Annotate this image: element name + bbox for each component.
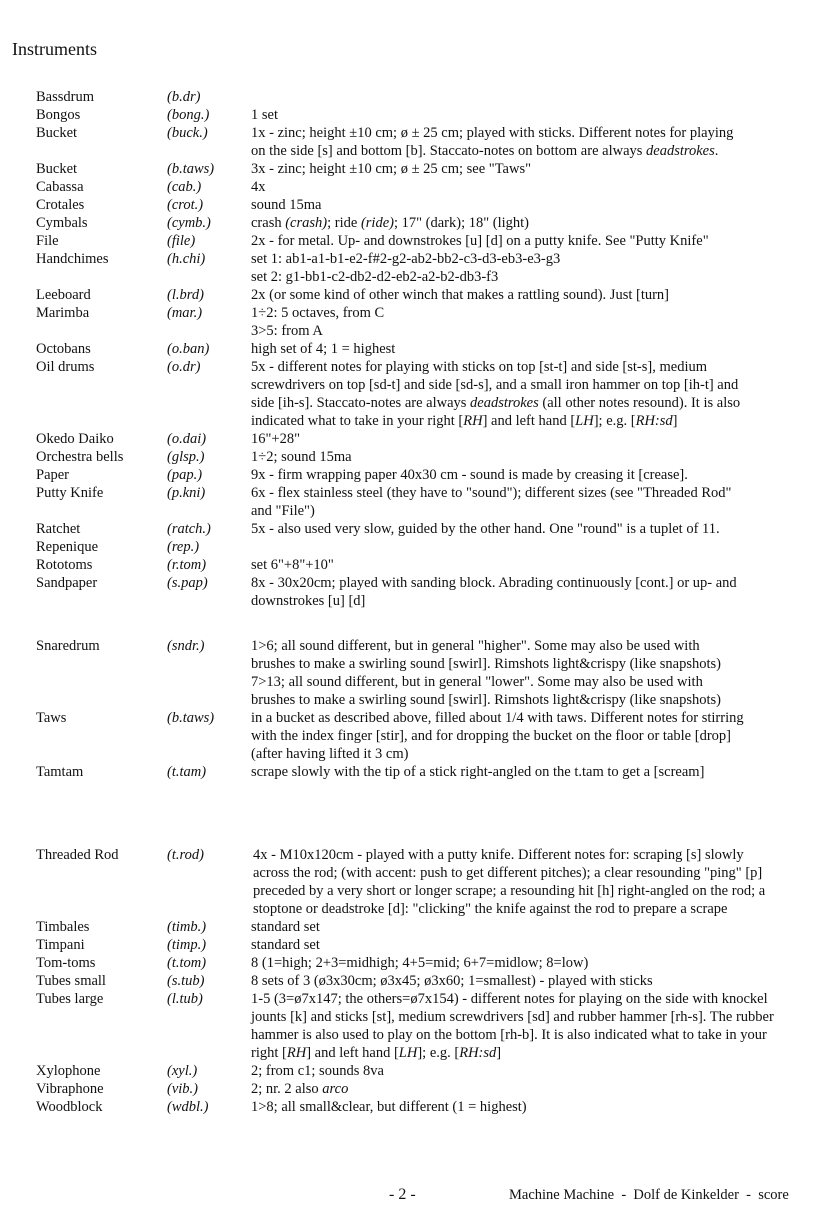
description-line: jounts [k] and sticks [st], medium screwdrivers [sd] and rubber hammer [rh-s]. The rubber xyxy=(251,1009,774,1025)
instrument-name: File xyxy=(36,233,59,249)
description-line: set 2: g1-bb1-c2-db2-d2-eb2-a2-b2-db3-f3 xyxy=(251,269,499,285)
description-line: with the index finger [stir], and for dropping the bucket on the floor or table [drop] xyxy=(251,728,731,744)
instrument-name: Timbales xyxy=(36,919,90,935)
description-line: 1>8; all small&clear, but different (1 = highest) xyxy=(251,1099,527,1115)
instrument-abbreviation: (l.brd) xyxy=(167,287,204,303)
instrument-abbreviation: (h.chi) xyxy=(167,251,206,267)
description-line: 5x - different notes for playing with sticks on top [st-t] and side [st-s], medium xyxy=(251,359,707,375)
description-line: side [ih-s]. Staccato-notes are always deadstrokes (all other notes resound). It is also xyxy=(251,395,741,411)
description-line: 2; nr. 2 also arco xyxy=(251,1081,349,1097)
instrument-abbreviation: (t.tom) xyxy=(167,955,207,971)
description-line: set 6"+8"+10" xyxy=(251,557,334,573)
instrument-abbreviation: (rep.) xyxy=(167,539,200,555)
description-line: 3x - zinc; height ±10 cm; ø ± 25 cm; see "Taws" xyxy=(251,161,532,177)
instrument-abbreviation: (r.tom) xyxy=(167,557,207,573)
description-line: 2x - for metal. Up- and downstrokes [u] [d] on a putty knife. See "Putty Knife" xyxy=(251,233,709,249)
description-line: 1x - zinc; height ±10 cm; ø ± 25 cm; played with sticks. Different notes for playing xyxy=(251,125,734,141)
instrument-description xyxy=(251,918,816,936)
instrument-abbreviation: (b.taws) xyxy=(167,161,215,177)
instrument-description xyxy=(251,990,816,1062)
description-line: 8x - 30x20cm; played with sanding block. Abrading continuously [cont.] or up- and xyxy=(251,575,737,591)
page-number: - 2 - xyxy=(389,1186,416,1203)
instrument-abbreviation: (t.rod) xyxy=(167,847,204,863)
description-line: 7>13; all sound different, but in general "lower". Some may also be used with xyxy=(251,674,703,690)
instrument-description xyxy=(251,1062,816,1080)
instrument-description xyxy=(251,196,816,214)
description-line: set 1: ab1-a1-b1-e2-f#2-g2-ab2-bb2-c3-d3-eb3-e3-g3 xyxy=(251,251,561,267)
instrument-name: Repenique xyxy=(36,539,99,555)
instrument-description xyxy=(251,430,816,448)
description-line: 1>6; all sound different, but in general "higher". Some may also be used with xyxy=(251,638,700,654)
instrument-description xyxy=(251,954,816,972)
description-line: (after having lifted it 3 cm) xyxy=(251,746,409,762)
description-line: 1 set xyxy=(251,107,278,123)
description-line: 2x (or some kind of other winch that makes a rattling sound). Just [turn] xyxy=(251,287,670,303)
instrument-name: Octobans xyxy=(36,341,91,357)
description-line: 8 (1=high; 2+3=midhigh; 4+5=mid; 6+7=midlow; 8=low) xyxy=(251,955,589,971)
description-line: in a bucket as described above, filled about 1/4 with taws. Different notes for stirring xyxy=(251,710,744,726)
instrument-description xyxy=(251,304,816,340)
instrument-description xyxy=(251,936,816,954)
description-line: 1÷2: 5 octaves, from C xyxy=(251,305,385,321)
instrument-name: Taws xyxy=(36,710,67,726)
instrument-name: Leeboard xyxy=(36,287,91,303)
instrument-name: Threaded Rod xyxy=(36,847,119,863)
instrument-abbreviation: (b.dr) xyxy=(167,89,201,105)
instrument-abbreviation: (o.dr) xyxy=(167,359,201,375)
instrument-abbreviation: (s.tub) xyxy=(167,973,205,989)
instrument-abbreviation: (o.dai) xyxy=(167,431,207,447)
instrument-description xyxy=(251,358,816,430)
description-line: downstrokes [u] [d] xyxy=(251,593,366,609)
instrument-abbreviation: (file) xyxy=(167,233,196,249)
description-line: high set of 4; 1 = highest xyxy=(251,341,396,357)
description-line: 3>5: from A xyxy=(251,323,323,339)
instrument-name: Cymbals xyxy=(36,215,88,231)
instrument-name: Bongos xyxy=(36,107,81,123)
instrument-name: Oil drums xyxy=(36,359,95,375)
instrument-abbreviation: (xyl.) xyxy=(167,1063,198,1079)
description-line: 8 sets of 3 (ø3x30cm; ø3x45; ø3x60; 1=smallest) - played with sticks xyxy=(251,973,653,989)
description-line: brushes to make a swirling sound [swirl]. Rimshots light&crispy (like snapshots) xyxy=(251,692,722,708)
instrument-name: Tamtam xyxy=(36,764,84,780)
instrument-description xyxy=(251,1080,816,1098)
description-line: 16"+28" xyxy=(251,431,301,447)
instrument-abbreviation: (vib.) xyxy=(167,1081,198,1097)
description-line: scrape slowly with the tip of a stick right-angled on the t.tam to get a [scream] xyxy=(251,764,705,780)
instrument-name: Snaredrum xyxy=(36,638,100,654)
instrument-abbreviation: (o.ban) xyxy=(167,341,210,357)
instrument-name: Putty Knife xyxy=(36,485,104,501)
description-line: 9x - firm wrapping paper 40x30 cm - sound is made by creasing it [crease]. xyxy=(251,467,688,483)
page-title: Instruments xyxy=(12,39,97,59)
instrument-abbreviation: (timb.) xyxy=(167,919,207,935)
description-line: across the rod; (with accent: push to get different pitches); a clear resounding "ping" [p] xyxy=(253,865,763,881)
instrument-description xyxy=(251,637,816,709)
instrument-name: Tubes large xyxy=(36,991,104,1007)
instrument-abbreviation: (cymb.) xyxy=(167,215,211,231)
instrument-abbreviation: (cab.) xyxy=(167,179,202,195)
instrument-name: Paper xyxy=(36,467,70,483)
description-line: 1-5 (3=ø7x147; the others=ø7x154) - different notes for playing on the side with knockel xyxy=(251,991,768,1007)
instrument-name: Tubes small xyxy=(36,973,106,989)
instrument-name: Bucket xyxy=(36,125,78,141)
instrument-abbreviation: (crot.) xyxy=(167,197,204,213)
instrument-name: Tom-toms xyxy=(36,955,96,971)
instrument-description xyxy=(251,286,816,304)
description-line: on the side [s] and bottom [b]. Staccato-notes on bottom are always deadstrokes. xyxy=(251,143,719,159)
instrument-name: Marimba xyxy=(36,305,90,321)
instrument-name: Timpani xyxy=(36,937,85,953)
description-line: sound 15ma xyxy=(251,197,322,213)
description-line: right [RH] and left hand [LH]; e.g. [RH:sd] xyxy=(251,1045,502,1061)
description-line: indicated what to take in your right [RH] and left hand [LH]; e.g. [RH:sd] xyxy=(251,413,678,429)
instrument-name: Crotales xyxy=(36,197,85,213)
instrument-abbreviation: (bong.) xyxy=(167,107,210,123)
instrument-abbreviation: (buck.) xyxy=(167,125,208,141)
description-line: brushes to make a swirling sound [swirl]. Rimshots light&crispy (like snapshots) xyxy=(251,656,722,672)
instrument-abbreviation: (b.taws) xyxy=(167,710,215,726)
instrument-description xyxy=(251,484,816,520)
instrument-description xyxy=(251,709,816,763)
instrument-description xyxy=(251,340,816,358)
instrument-name: Okedo Daiko xyxy=(36,431,114,447)
instrument-description xyxy=(251,250,816,286)
instrument-description xyxy=(251,448,816,466)
instrument-description xyxy=(251,232,816,250)
instrument-name: Sandpaper xyxy=(36,575,98,591)
instrument-description xyxy=(251,106,816,124)
instrument-name: Bassdrum xyxy=(36,89,94,105)
description-line: 6x - flex stainless steel (they have to "sound"); different sizes (see "Threaded Rod" xyxy=(251,485,732,501)
description-line: hammer is also used to play on the bottom [rh-b]. It is also indicated what to take in your xyxy=(251,1027,767,1043)
instrument-abbreviation: (wdbl.) xyxy=(167,1099,209,1115)
instrument-abbreviation: (mar.) xyxy=(167,305,203,321)
instrument-name: Woodblock xyxy=(36,1099,103,1115)
instrument-description xyxy=(251,763,816,781)
instrument-description xyxy=(251,556,816,574)
description-line: and "File") xyxy=(251,503,315,519)
instrument-description xyxy=(251,972,816,990)
instrument-abbreviation: (glsp.) xyxy=(167,449,205,465)
instrument-description xyxy=(251,160,816,178)
instrument-name: Bucket xyxy=(36,161,78,177)
description-line: 2; from c1; sounds 8va xyxy=(251,1063,384,1079)
instrument-name: Xylophone xyxy=(36,1063,101,1079)
instrument-description xyxy=(251,178,816,196)
instrument-abbreviation: (t.tam) xyxy=(167,764,207,780)
instrument-abbreviation: (p.kni) xyxy=(167,485,206,501)
instrument-description xyxy=(251,466,816,484)
instrument-description xyxy=(253,846,813,918)
instrument-description xyxy=(251,574,816,610)
description-line: 1÷2; sound 15ma xyxy=(251,449,352,465)
description-line: 5x - also used very slow, guided by the other hand. One "round" is a tuplet of 11. xyxy=(251,521,720,537)
instrument-name: Ratchet xyxy=(36,521,81,537)
score-info: Machine Machine - Dolf de Kinkelder - score xyxy=(509,1187,789,1203)
description-line: 4x xyxy=(251,179,266,195)
instrument-description xyxy=(251,214,816,232)
description-line: standard set xyxy=(251,919,320,935)
description-line: crash (crash); ride (ride); 17" (dark); 18" (light) xyxy=(251,215,530,231)
instrument-description xyxy=(251,1098,816,1116)
instrument-name: Cabassa xyxy=(36,179,84,195)
instrument-description xyxy=(251,520,816,538)
instrument-name: Rototoms xyxy=(36,557,93,573)
description-line: preceded by a very short or longer scrape; a resounding hit [h] right-angled on the rod; a xyxy=(253,883,766,899)
instrument-name: Vibraphone xyxy=(36,1081,104,1097)
description-line: 4x - M10x120cm - played with a putty knife. Different notes for: scraping [s] slowly xyxy=(253,847,744,863)
instrument-abbreviation: (timp.) xyxy=(167,937,207,953)
instrument-abbreviation: (pap.) xyxy=(167,467,203,483)
description-line: stoptone or deadstroke [d]: "clicking" the knife against the rod to prepare a scrape xyxy=(253,901,728,917)
instrument-abbreviation: (sndr.) xyxy=(167,638,205,654)
description-line: screwdrivers on top [sd-t] and side [sd-s], and a small iron hammer on top [ih-t] and xyxy=(251,377,739,393)
instrument-abbreviation: (s.pap) xyxy=(167,575,208,591)
instrument-abbreviation: (l.tub) xyxy=(167,991,203,1007)
instrument-abbreviation: (ratch.) xyxy=(167,521,211,537)
instrument-name: Handchimes xyxy=(36,251,109,267)
instrument-description xyxy=(251,124,816,160)
instrument-name: Orchestra bells xyxy=(36,449,124,465)
description-line: standard set xyxy=(251,937,320,953)
